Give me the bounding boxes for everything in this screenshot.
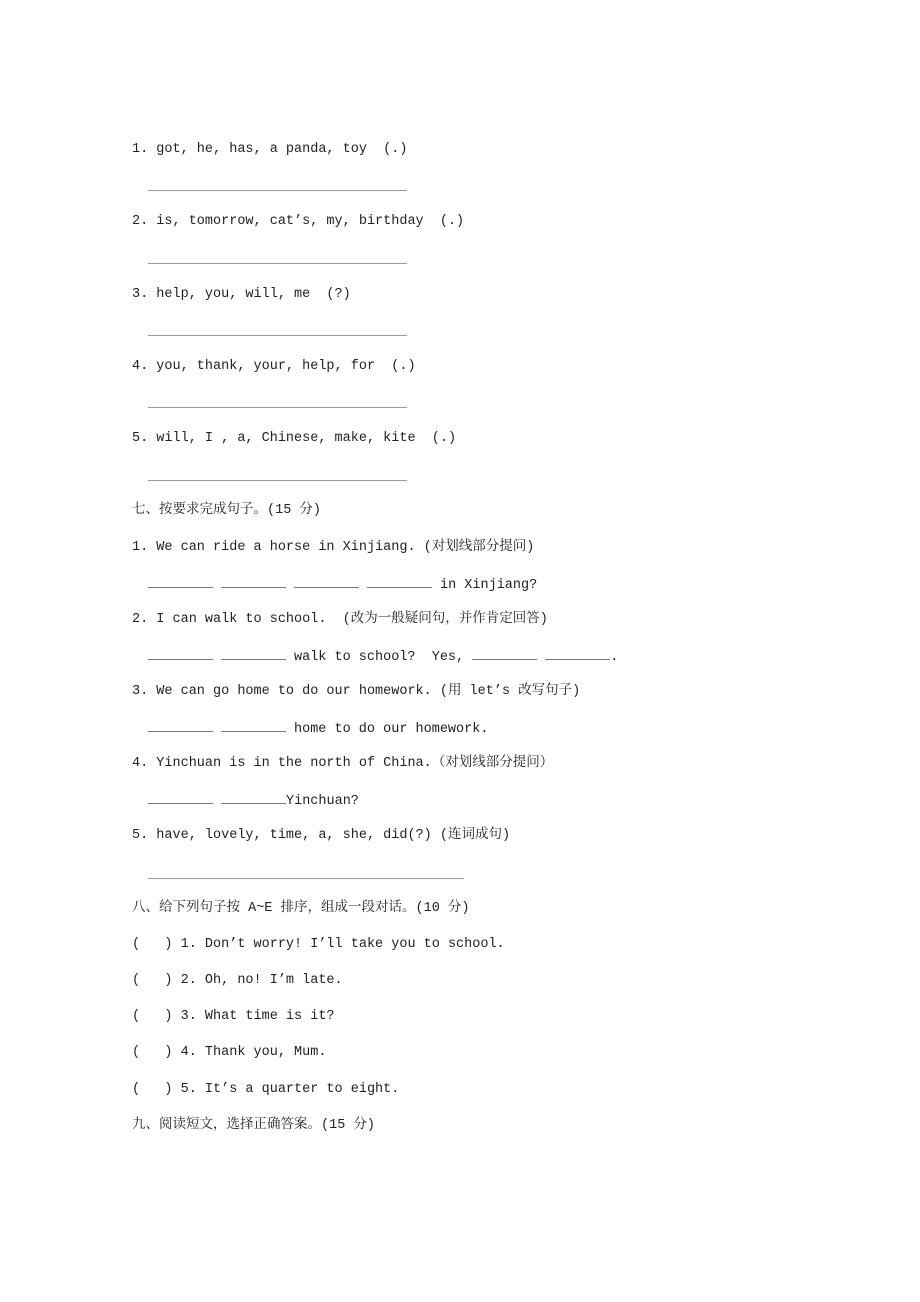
answer-7-2 xyxy=(148,647,618,667)
answer-line[interactable] xyxy=(148,190,407,191)
blank[interactable] xyxy=(545,647,610,660)
question-6-5: 5. will, I , a, Chinese, make, kite (.) xyxy=(132,431,457,446)
answer-line[interactable] xyxy=(148,335,407,336)
dialogue-item-1: ( ) 1. Don’t worry! I’ll take you to school. xyxy=(132,937,505,952)
answer-text: Yinchuan? xyxy=(286,794,359,809)
blank[interactable] xyxy=(221,791,286,804)
blank[interactable] xyxy=(148,647,213,660)
blank[interactable] xyxy=(148,791,213,804)
dialogue-item-5: ( ) 5. It’s a quarter to eight. xyxy=(132,1082,400,1097)
blank[interactable] xyxy=(148,719,213,732)
answer-7-3 xyxy=(148,719,488,739)
blank[interactable] xyxy=(221,719,286,732)
dialogue-item-4: ( ) 4. Thank you, Mum. xyxy=(132,1045,327,1060)
answer-7-4 xyxy=(148,791,359,811)
blank[interactable] xyxy=(294,575,359,588)
question-7-2: 2. I can walk to school. (改为一般疑问句，并作肯定回答) xyxy=(132,612,548,627)
question-6-4: 4. you, thank, your, help, for (.) xyxy=(132,359,416,374)
section-7-title: 七、按要求完成句子。(15 分) xyxy=(132,503,322,518)
dialogue-item-3: ( ) 3. What time is it? xyxy=(132,1009,335,1024)
answer-line[interactable] xyxy=(148,480,407,481)
question-7-1: 1. We can ride a horse in Xinjiang. (对划线部分提问) xyxy=(132,540,535,555)
answer-line[interactable] xyxy=(148,878,464,879)
blank[interactable] xyxy=(367,575,432,588)
blank[interactable] xyxy=(472,647,537,660)
blank[interactable] xyxy=(221,575,286,588)
answer-line[interactable] xyxy=(148,407,407,408)
section-8-title: 八、给下列句子按 A~E 排序，组成一段对话。(10 分) xyxy=(132,901,470,916)
question-7-3: 3. We can go home to do our homework. (用 let’s 改写句子) xyxy=(132,684,581,699)
question-7-4: 4. Yinchuan is in the north of China.（对划线部分提问） xyxy=(132,756,554,771)
answer-text: home to do our homework. xyxy=(294,722,489,737)
question-7-5: 5. have, lovely, time, a, she, did(?) (连词成句) xyxy=(132,828,511,843)
question-6-2: 2. is, tomorrow, cat’s, my, birthday (.) xyxy=(132,214,465,229)
dialogue-item-2: ( ) 2. Oh, no! I’m late. xyxy=(132,973,343,988)
section-9-title: 九、阅读短文，选择正确答案。(15 分) xyxy=(132,1118,376,1133)
answer-text: in Xinjiang? xyxy=(440,578,538,593)
blank[interactable] xyxy=(148,575,213,588)
question-6-1: 1. got, he, has, a panda, toy (.) xyxy=(132,142,408,157)
answer-period: . xyxy=(610,650,619,665)
answer-text: walk to school? Yes, xyxy=(294,650,465,665)
answer-7-1 xyxy=(148,575,537,595)
blank[interactable] xyxy=(221,647,286,660)
answer-line[interactable] xyxy=(148,263,407,264)
question-6-3: 3. help, you, will, me (?) xyxy=(132,287,351,302)
